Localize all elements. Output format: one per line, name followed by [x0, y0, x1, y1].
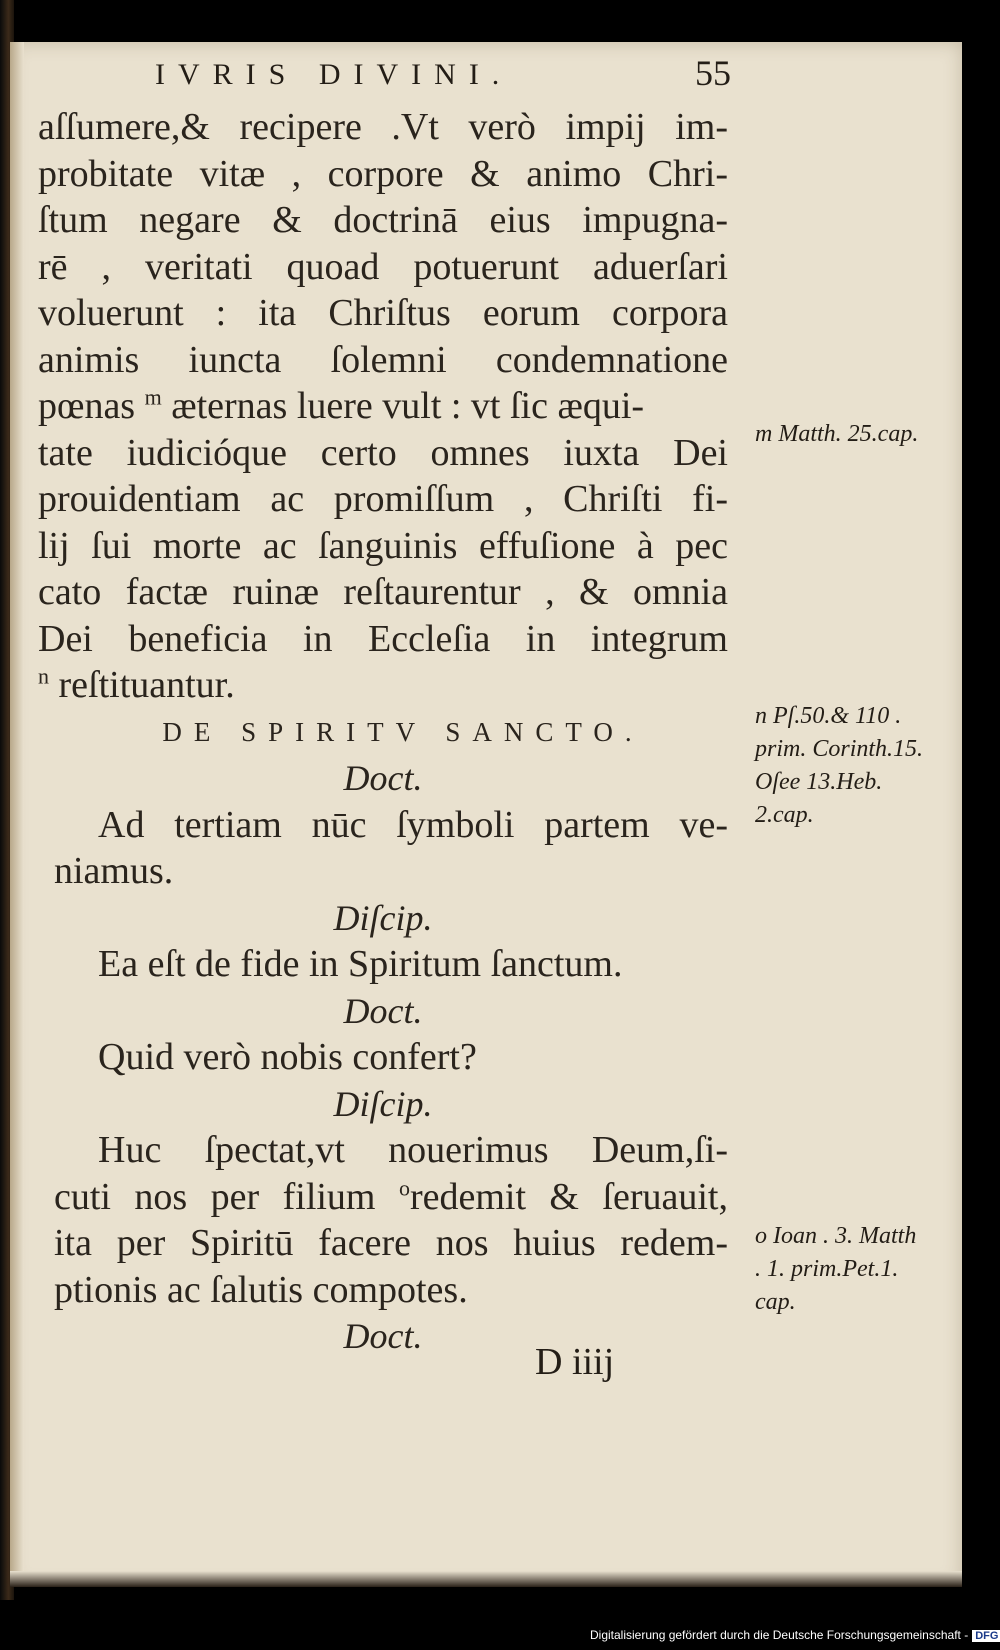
text-line: rē , veritati quoad potuerunt aduerſari — [38, 245, 728, 288]
section-heading: DE SPIRITV SANCTO. — [162, 716, 644, 747]
text-line: probitate vitæ , corpore & animo Chri- — [38, 152, 728, 195]
text-line: voluerunt : ita Chriſtus eorum corpora — [38, 292, 728, 334]
dialogue-line: Ad tertiam nūc ſymboli partem ve- — [98, 803, 728, 846]
text-fragment: æternas luere vult : vt ſic æqui- — [161, 385, 645, 427]
note-marker-o: o — [398, 1174, 410, 1200]
dialogue-line: Ea eſt de fide in Spiritum ſanctum. — [98, 943, 623, 985]
main-text-block — [38, 104, 728, 1360]
text-line: cato factæ ruinæ reſtaurentur , & omnia — [38, 571, 728, 613]
text-line: ptionis ac ſalutis compotes. — [54, 1268, 468, 1311]
text-line: Dei beneficia in Eccleſia in integrum — [38, 617, 728, 660]
dialogue-line: Huc ſpectat,vt nouerimus Deum,ſi- — [98, 1129, 728, 1171]
page-gutter-shadow — [10, 42, 24, 1587]
text-line-with-marker-o — [38, 1174, 728, 1221]
text-line: ita per Spiritū facere nos huius redem- — [54, 1222, 728, 1264]
text-line-with-marker-m — [38, 383, 728, 430]
text-line: tate iudicióque certo omnes iuxta Dei — [38, 431, 728, 474]
speaker-label: Doct. — [343, 990, 423, 1031]
speaker-label: Diſcip. — [333, 897, 433, 938]
text-line: prouidentiam ac promiſſum , Chriſti fi- — [38, 478, 728, 520]
speaker-label: Doct. — [343, 1316, 423, 1356]
margin-note-o: o Ioan . 3. Matth . 1. prim.Pet.1. cap. — [755, 1223, 917, 1315]
dfg-logo: DFG — [972, 1630, 1000, 1642]
dialogue-line: Quid verò nobis confert? — [98, 1036, 477, 1078]
text-fragment: cuti nos per filium — [54, 1175, 399, 1218]
text-line: aſſumere,& recipere .Vt verò impij im- — [38, 106, 728, 148]
margin-note-m: m Matth. 25.cap. — [755, 421, 919, 447]
dialogue-line: niamus. — [54, 850, 174, 892]
margin-note-n: n Pſ.50.& 110 . prim. Corinth.15. Oſee 13.Heb. 2.cap. — [755, 703, 924, 828]
running-head: IVRIS DIVINI. — [155, 58, 513, 91]
note-marker-n: n — [38, 663, 49, 689]
speaker-label: Diſcip. — [333, 1083, 433, 1124]
note-marker-m: m — [144, 384, 162, 410]
page-bottom-shadow — [10, 1571, 962, 1587]
text-line-with-marker-n — [38, 662, 728, 709]
text-line: animis iuncta ſolemni condemnatione — [38, 338, 728, 381]
text-line: lij ſui morte ac ſanguinis effuſione à pec — [38, 524, 728, 567]
text-fragment: pœnas — [38, 385, 145, 427]
speaker-label: Doct. — [343, 758, 423, 798]
credit-text: Digitalisierung gefördert durch die Deutsche Forschungsgemeinschaft - — [590, 1628, 969, 1642]
digitization-credit — [590, 1628, 1000, 1648]
text-fragment: reſtituantur. — [49, 664, 235, 706]
text-line: ſtum negare & doctrinā eius impugna- — [38, 199, 728, 241]
page-number: 55 — [695, 53, 731, 93]
signature-mark: D iiij — [535, 1341, 615, 1383]
text-fragment: redemit & ſeruauit, — [409, 1175, 728, 1218]
